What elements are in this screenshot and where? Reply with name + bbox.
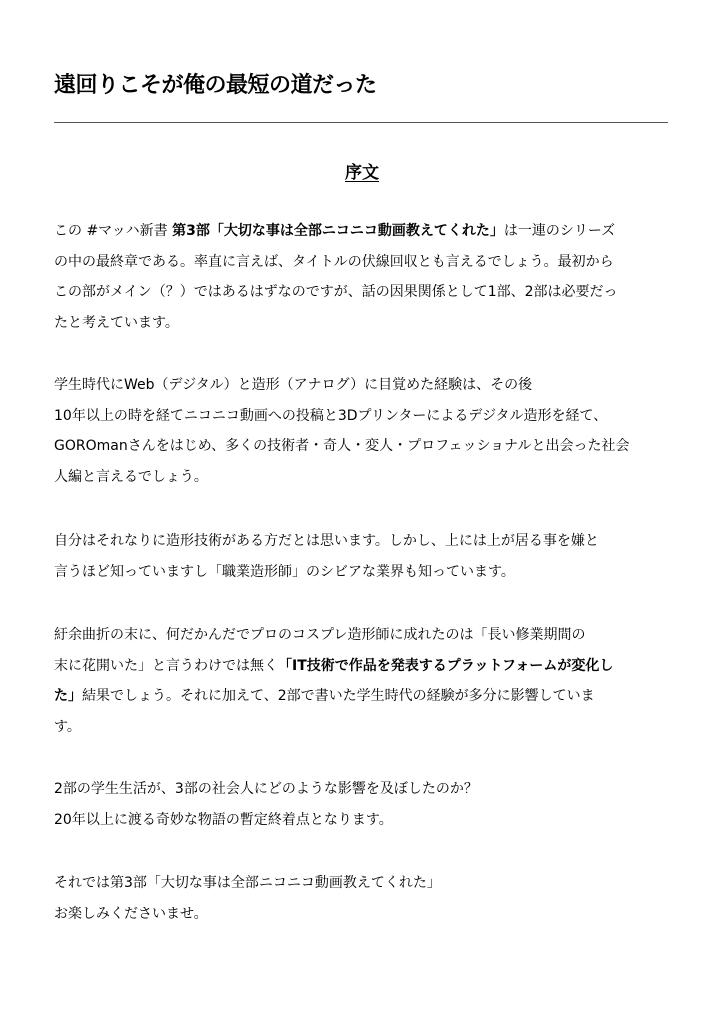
paragraph-line: たと考えています。 — [54, 314, 179, 331]
text-segment: この #マッハ新書 — [54, 223, 173, 239]
emphasis-platform-change: 「IT技術で作品を発表するプラットフォームが変化し — [278, 657, 614, 674]
paragraph-line: 言うほど知っていますし「職業造形師」のシビアな業界も知っています。 — [54, 563, 515, 580]
paragraph-line: GOROmanさんをはじめ、多くの技術者・奇人・変人・プロフェッショナルと出会った社会 — [54, 438, 630, 454]
paragraph-line — [54, 216, 674, 247]
paragraph-line — [54, 681, 674, 712]
paragraph-line: 20年以上に渡る奇妙な物語の暫定終着点となります。 — [54, 811, 393, 828]
emphasis-series-title: 第3部「大切な事は全部ニコニコ動画教えてくれた」 — [172, 223, 504, 239]
paragraph-line: 自分はそれなりに造形技術がある方だとは思います。しかし、上には上が居る事を嫌と — [54, 533, 599, 549]
paragraph-line: お楽しみくださいませ。 — [54, 905, 208, 922]
paragraph-line: の中の最終章である。率直に言えば、タイトルの伏線回収とも言えるでしょう。最初から — [54, 253, 614, 270]
section-heading-text: 序文 — [345, 163, 379, 183]
paragraph-closing — [54, 868, 674, 929]
paragraph-influence — [54, 774, 674, 835]
text-segment: 結果でしょう。それに加えて、2部で書いた学生時代の経験が多分に影響していま — [82, 688, 595, 704]
paragraph-line: 2部の学生生活が、3部の社会人にどのような影響を及ぼしたのか？ — [54, 781, 478, 797]
paragraph-line: 人編と言えるでしょう。 — [54, 468, 208, 485]
section-heading — [0, 158, 724, 183]
text-segment: は一連のシリーズ — [503, 223, 616, 239]
page-title: 遠回りこそが俺の最短の道だった — [54, 73, 377, 98]
text-segment: 末に花開いた」と言うわけでは無く — [54, 657, 278, 674]
paragraph-line: 紆余曲折の末に、何だかんだでプロのコスプレ造形師に成れたのは「長い修業期間の — [54, 627, 586, 643]
paragraph-line: 10年以上の時を経てニコニコ動画への投稿と3Dプリンターによるデジタル造形を経て、 — [54, 407, 608, 424]
title-divider — [54, 122, 668, 123]
paragraph-intro — [54, 216, 674, 338]
paragraph-line: それでは第3部「大切な事は全部ニコニコ動画教えてくれた」 — [54, 875, 441, 891]
paragraph-line: この部がメイン（？）ではあるはずなのですが、話の因果関係として1部、2部は必要だっ — [54, 284, 618, 300]
paragraph-career — [54, 620, 674, 742]
paragraph-line: す。 — [54, 718, 81, 735]
paragraph-line — [54, 651, 674, 682]
paragraph-line: 学生時代にWeb（デジタル）と造形（アナログ）に目覚めた経験は、その後 — [54, 377, 533, 393]
paragraph-student-era — [54, 370, 674, 492]
paragraph-skills — [54, 526, 674, 587]
emphasis-platform-change-end: た」 — [54, 688, 82, 704]
